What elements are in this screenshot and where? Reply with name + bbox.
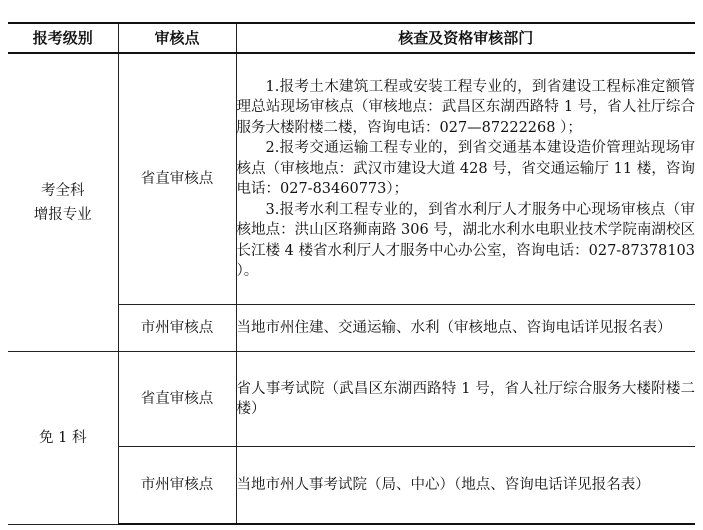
exam-review-table <box>8 22 695 525</box>
exam-level-exempt-one <box>8 352 118 525</box>
table-row <box>8 53 695 305</box>
header-review-department: 核查及资格审核部门 <box>236 23 695 53</box>
exam-level-full-subjects <box>8 53 118 352</box>
department-paragraph: 当地市州住建、交通运输、水利（审核地点、咨询电话详见报名表） <box>236 319 672 336</box>
review-department-provincial <box>236 53 695 305</box>
header-review-point: 审核点 <box>118 23 236 53</box>
review-point-provincial: 省直审核点 <box>118 352 236 447</box>
review-point-municipal: 市州审核点 <box>118 305 236 352</box>
exam-level-line: 免 1 科 <box>39 429 87 446</box>
exam-level-line: 增报专业 <box>33 206 92 223</box>
review-point-municipal: 市州审核点 <box>118 447 236 525</box>
header-exam-level: 报考级别 <box>8 23 118 53</box>
department-paragraph: 2.报考交通运输工程专业的，到省交通基本建设造价管理站现场审核点（审核地点：武汉市建设大道 428 号，省交通运输厅 11 楼，咨询电话：027-83460773）； <box>236 140 695 197</box>
department-paragraph: 3.报考水利工程专业的，到省水利厅人才服务中心现场审核点（审核地点：洪山区珞狮南路 306 号，湖北水利水电职业技术学院南湖校区长江楼 4 楼省水利厅人才服务中心办公室，咨询电话：027-87378103 ）。 <box>236 201 695 279</box>
review-department-municipal <box>236 305 695 352</box>
review-department-provincial <box>236 352 695 447</box>
department-paragraph: 省人事考试院（武昌区东湖西路特 1 号，省人社厅综合服务大楼附楼二楼） <box>236 380 695 417</box>
department-paragraph: 当地市州人事考试院（局、中心）（地点、咨询电话详见报名表） <box>236 476 650 493</box>
table-header-row <box>8 23 695 53</box>
review-point-provincial: 省直审核点 <box>118 53 236 305</box>
table-row <box>8 352 695 447</box>
exam-level-line: 考全科 <box>41 182 85 199</box>
review-department-municipal <box>236 447 695 525</box>
department-paragraph: 1.报考土木建筑工程或安装工程专业的，到省建设工程标准定额管理总站现场审核点（审核地点：武昌区东湖西路特 1 号，省人社厅综合服务大楼附楼二楼，咨询电话：027—87222268 ）； <box>236 78 695 136</box>
